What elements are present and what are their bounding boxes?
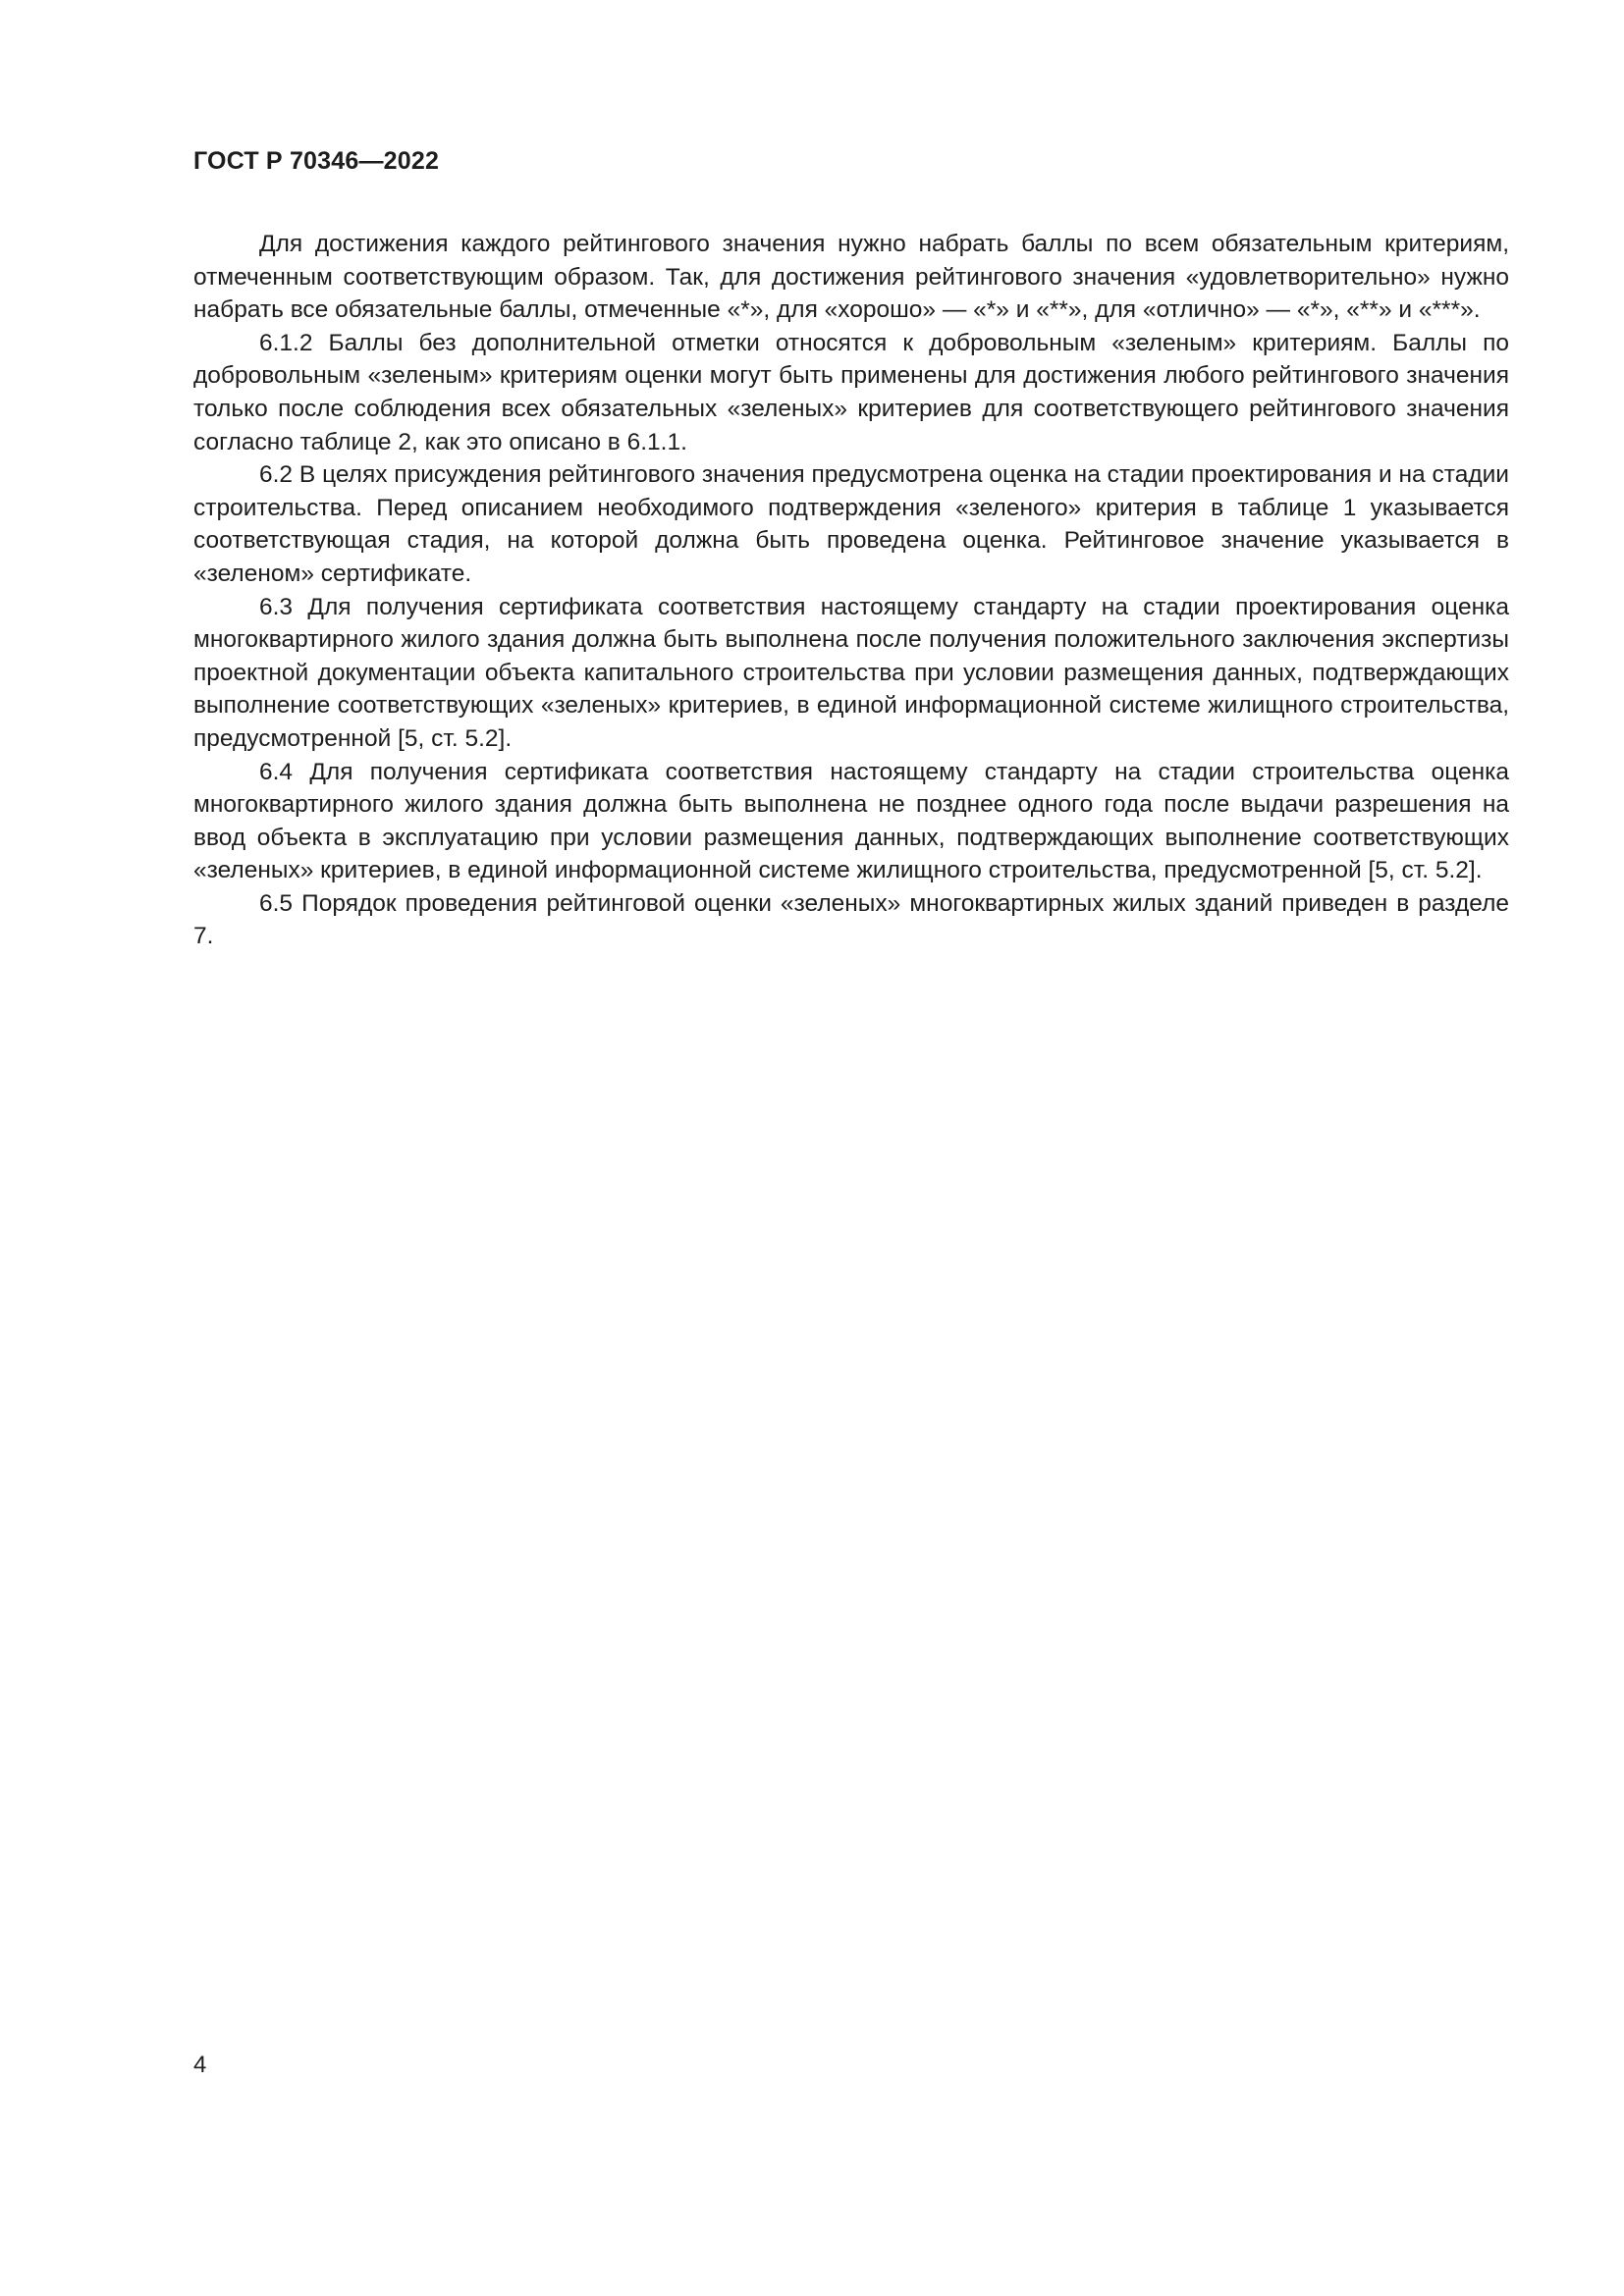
paragraph-6-5: 6.5 Порядок проведения рейтинговой оценки «зеленых» многоквартирных жилых зданий приведен в разделе 7. [193,889,1509,950]
page-number: 4 [193,2052,207,2078]
document-header: ГОСТ Р 70346—2022 [193,147,440,175]
paragraph-6-4: 6.4 Для получения сертификата соответствия настоящему стандарту на стадии строительства оценка многоквартирного жилого здания должна быть выполнена не позднее одного года после выдачи разрешения на ввод объекта в эксплуатацию при условии размещения данных, подтверждающих выполнение соответствующих «зеленых» критериев, в единой информационной системе жилищного строительства, предусмотренной [5, ст. 5.2]. [193,758,1509,884]
document-body [193,228,1509,953]
paragraph-6-1-2: 6.1.2 Баллы без дополнительной отметки относятся к добровольным «зеленым» критериям. Баллы по добровольным «зеленым» критериям оценки могут быть применены для достижения любого рейтингового значения только после соблюдения всех обязательных «зеленых» критериев для соответствующего рейтингового значения согласно таблице 2, как это описано в 6.1.1. [193,329,1509,455]
paragraph-6-2: 6.2 В целях присуждения рейтингового значения предусмотрена оценка на стадии проектирования и на стадии строительства. Перед описанием необходимого подтверждения «зеленого» критерия в таблице 1 указывается соответствующая стадия, на которой должна быть проведена оценка. Рейтинговое значение указывается в «зеленом» сертификате. [193,461,1509,587]
paragraph-rating-points: Для достижения каждого рейтингового значения нужно набрать баллы по всем обязательным критериям, отмеченным соответствующим образом. Так, для достижения рейтингового значения «удовлетворительно» нужно набрать все обязательные баллы, отмеченные «*», для «хорошо» — «*» и «**», для «отлично» — «*», «**» и «***». [193,231,1509,324]
paragraph-6-3: 6.3 Для получения сертификата соответствия настоящему стандарту на стадии проектирования оценка многоквартирного жилого здания должна быть выполнена после получения положительного заключения экспертизы проектной документации объекта капитального строительства при условии размещения данных, подтверждающих выполнение соответствующих «зеленых» критериев, в единой информационной системе жилищного строительства, предусмотренной [5, ст. 5.2]. [193,593,1509,752]
